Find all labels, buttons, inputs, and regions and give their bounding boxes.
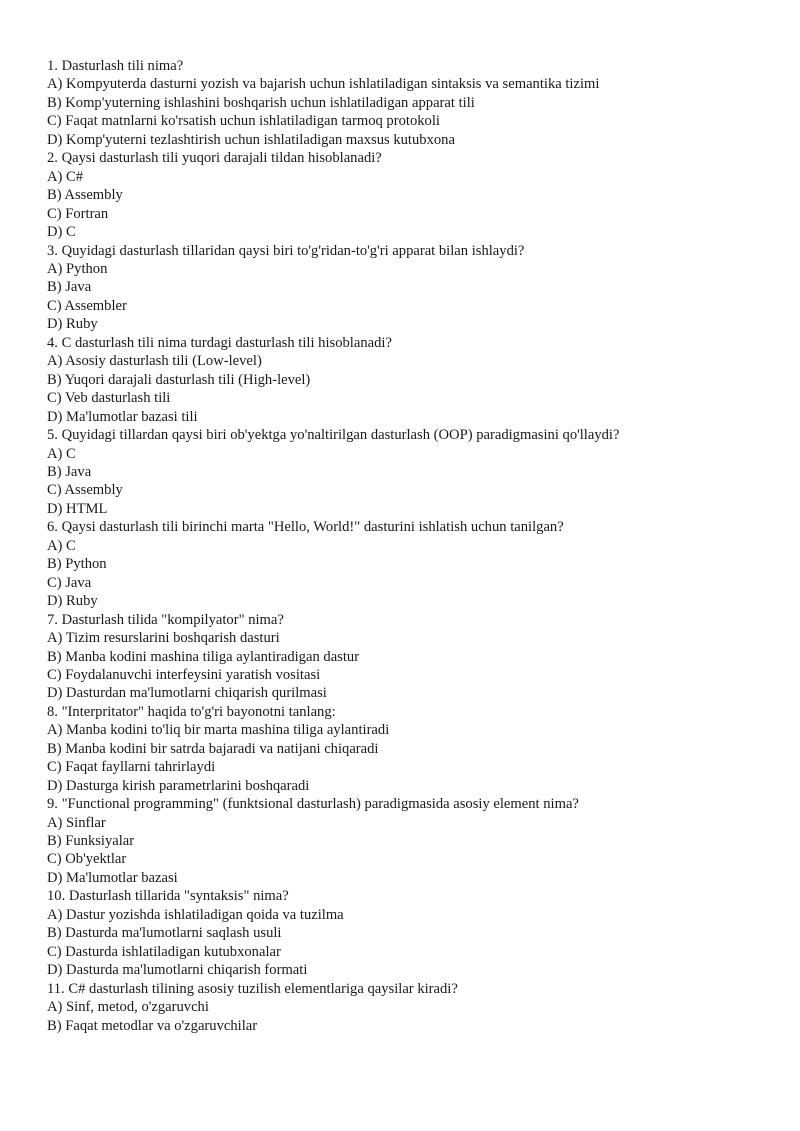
question-5: [47, 426, 767, 518]
answer-option: B) Yuqori darajali dasturlash tili (High-level): [47, 371, 311, 388]
question-8: [47, 703, 767, 795]
question-text: 5. Quyidagi tillardan qaysi biri ob'yektga yo'naltirilgan dasturlash (OOP) paradigmasini qo'llaydi?: [47, 427, 620, 444]
answer-option: D) Dasturdan ma'lumotlarni chiqarish qurilmasi: [47, 685, 327, 702]
answer-option: C) Fortran: [47, 205, 109, 222]
answer-option: B) Faqat metodlar va o'zgaruvchilar: [47, 1017, 258, 1034]
answer-option: A) Sinf, metod, o'zgaruvchi: [47, 999, 209, 1016]
question-2: [47, 149, 767, 241]
answer-option: A) Dastur yozishda ishlatiladigan qoida va tuzilma: [47, 906, 344, 923]
answer-option: D) C: [47, 224, 76, 241]
answer-option: A) Asosiy dasturlash tili (Low-level): [47, 353, 262, 370]
answer-option: D) Ruby: [47, 593, 98, 610]
answer-option: B) Assembly: [47, 187, 123, 204]
answer-option: B) Java: [47, 463, 92, 480]
answer-option: C) Foydalanuvchi interfeysini yaratish vositasi: [47, 666, 321, 683]
answer-option: C) Assembler: [47, 297, 127, 314]
answer-option: B) Manba kodini mashina tiliga aylantiradigan dastur: [47, 648, 360, 665]
question-text: 4. C dasturlash tili nima turdagi dasturlash tili hisoblanadi?: [47, 334, 392, 351]
question-text: 7. Dasturlash tilida "kompilyator" nima?: [47, 611, 284, 628]
answer-option: D) Ma'lumotlar bazasi: [47, 869, 178, 886]
question-text: 1. Dasturlash tili nima?: [47, 58, 184, 74]
answer-option: D) HTML: [47, 500, 108, 517]
answer-option: C) Faqat fayllarni tahrirlaydi: [47, 759, 216, 776]
answer-option: C) Assembly: [47, 482, 123, 499]
answer-option: C) Veb dasturlash tili: [47, 390, 171, 407]
question-text: 9. "Functional programming" (funktsional dasturlash) paradigmasida asosiy element nima?: [47, 796, 579, 813]
question-text: 11. C# dasturlash tilining asosiy tuzilish elementlariga qaysilar kiradi?: [47, 980, 458, 997]
document-page: [47, 57, 767, 1035]
answer-option: B) Manba kodini bir satrda bajaradi va natijani chiqaradi: [47, 740, 379, 757]
answer-option: B) Java: [47, 279, 92, 296]
answer-option: A) Kompyuterda dasturni yozish va bajarish uchun ishlatiladigan sintaksis va semantika tizimi: [47, 76, 600, 93]
question-9: [47, 795, 767, 887]
answer-option: A) Sinflar: [47, 814, 106, 831]
question-4: [47, 334, 767, 426]
answer-option: A) C: [47, 445, 76, 462]
question-text: 8. "Interpritator" haqida to'g'ri bayonotni tanlang:: [47, 703, 336, 720]
answer-option: C) Dasturda ishlatiladigan kutubxonalar: [47, 943, 281, 960]
answer-option: C) Java: [47, 574, 92, 591]
question-text: 6. Qaysi dasturlash tili birinchi marta "Hello, World!" dasturini ishlatish uchun tanilgan?: [47, 519, 564, 536]
answer-option: A) Python: [47, 260, 108, 277]
answer-option: A) C: [47, 537, 76, 554]
answer-option: A) C#: [47, 168, 84, 185]
answer-option: D) Komp'yuterni tezlashtirish uchun ishlatiladigan maxsus kutubxona: [47, 131, 455, 148]
answer-option: B) Komp'yuterning ishlashini boshqarish uchun ishlatiladigan apparat tili: [47, 94, 475, 111]
question-6: [47, 518, 767, 610]
question-3: [47, 242, 767, 334]
answer-option: C) Ob'yektlar: [47, 851, 127, 868]
question-text: 10. Dasturlash tillarida "syntaksis" nima?: [47, 888, 289, 905]
question-1: [47, 57, 767, 149]
question-text: 3. Quyidagi dasturlash tillaridan qaysi biri to'g'ridan-to'g'ri apparat bilan ishlaydi?: [47, 242, 525, 259]
answer-option: C) Faqat matnlarni ko'rsatish uchun ishlatiladigan tarmoq protokoli: [47, 113, 440, 130]
answer-option: B) Python: [47, 556, 107, 573]
answer-option: D) Ruby: [47, 316, 98, 333]
answer-option: B) Funksiyalar: [47, 833, 135, 850]
answer-option: D) Dasturda ma'lumotlarni chiqarish formati: [47, 962, 308, 979]
question-10: [47, 887, 767, 979]
answer-option: D) Dasturga kirish parametrlarini boshqaradi: [47, 777, 310, 794]
question-11: [47, 980, 767, 1035]
question-7: [47, 611, 767, 703]
answer-option: D) Ma'lumotlar bazasi tili: [47, 408, 198, 425]
question-text: 2. Qaysi dasturlash tili yuqori darajali tildan hisoblanadi?: [47, 150, 382, 167]
answer-option: A) Manba kodini to'liq bir marta mashina tiliga aylantiradi: [47, 722, 390, 739]
answer-option: B) Dasturda ma'lumotlarni saqlash usuli: [47, 925, 282, 942]
answer-option: A) Tizim resurslarini boshqarish dasturi: [47, 630, 280, 647]
